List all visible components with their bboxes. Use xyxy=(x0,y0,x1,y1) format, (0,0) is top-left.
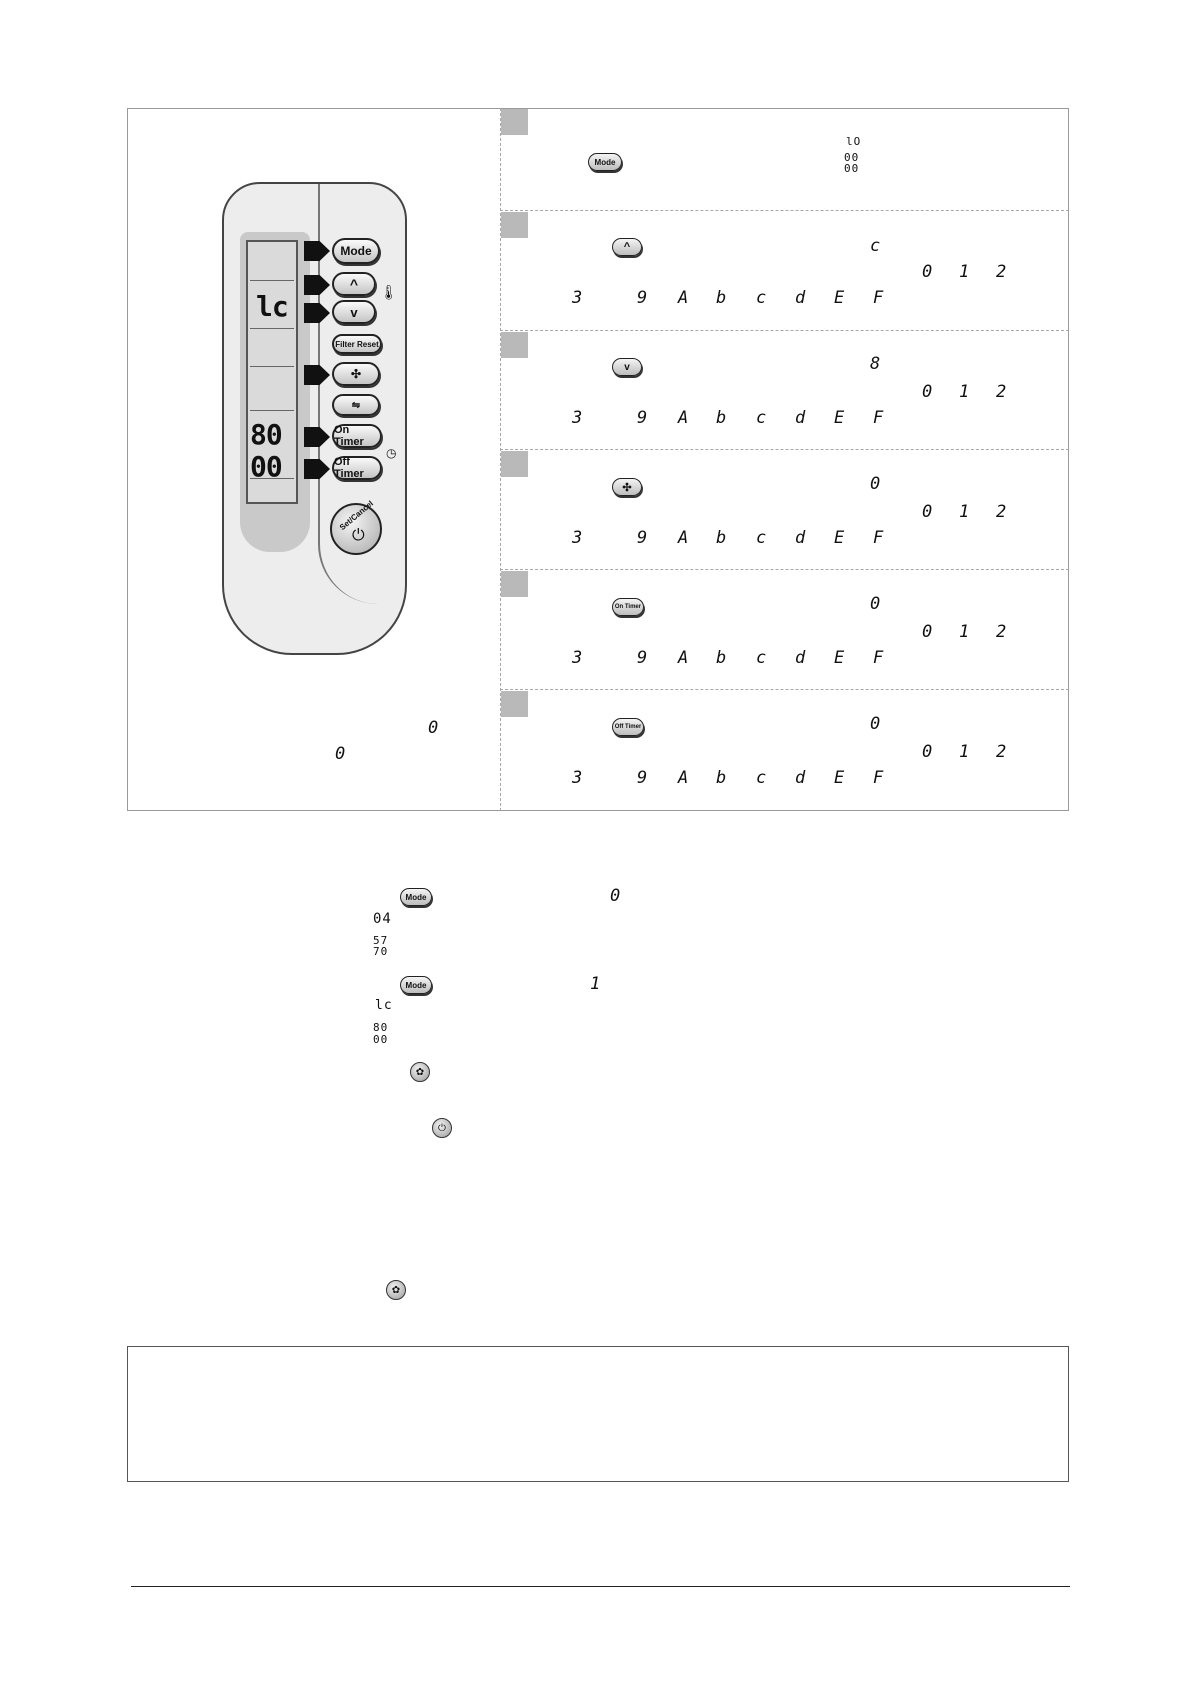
thermometer-icon: 🌡 xyxy=(380,284,398,300)
note-box xyxy=(127,1346,1069,1482)
code-option: 3 xyxy=(572,768,583,788)
lcd-divider xyxy=(250,280,294,281)
procedure-digit: 1 xyxy=(590,974,601,994)
lcd-divider xyxy=(250,366,294,367)
remote-off-timer-button[interactable]: Off Timer xyxy=(332,456,382,480)
code-option: F xyxy=(873,648,884,668)
code-option: 2 xyxy=(996,502,1007,522)
step-separator xyxy=(500,569,1069,570)
lcd-divider xyxy=(250,328,294,329)
step-display-value: 0 xyxy=(870,594,881,614)
step-display-value: lO xyxy=(846,135,862,148)
code-option: F xyxy=(873,768,884,788)
caption-digit: 0 xyxy=(428,718,439,738)
step-display-value: 00 xyxy=(844,162,860,175)
code-option: b xyxy=(716,408,727,428)
procedure-value: 57 xyxy=(373,934,389,947)
code-option: F xyxy=(873,288,884,308)
remote-on-timer-button[interactable]: On Timer xyxy=(332,424,382,448)
step-up-button-icon: ^ xyxy=(612,238,642,256)
code-option: E xyxy=(834,408,845,428)
step-off-timer-button-icon: Off Timer xyxy=(612,718,644,736)
footer-rule xyxy=(131,1586,1070,1587)
step-number-tab xyxy=(501,332,528,358)
procedure-digit: 0 xyxy=(610,886,621,906)
step-on-timer-button-icon: On Timer xyxy=(612,598,644,616)
code-option: 3 xyxy=(572,648,583,668)
code-option: 9 xyxy=(637,768,648,788)
code-option: c xyxy=(756,768,767,788)
lcd-row2-value: 00 xyxy=(250,450,282,483)
code-option: 0 xyxy=(922,502,933,522)
code-option: 1 xyxy=(959,622,970,642)
code-option: 2 xyxy=(996,622,1007,642)
lcd-row1-value: 80 xyxy=(250,418,282,451)
code-option: E xyxy=(834,768,845,788)
step-display-value: c xyxy=(870,236,881,256)
remote-swing-button[interactable]: ⇋ xyxy=(332,394,380,416)
step-number-tab xyxy=(501,571,528,597)
step-display-value: 0 xyxy=(870,474,881,494)
code-option: A xyxy=(678,768,689,788)
remote-down-button[interactable]: v xyxy=(332,300,376,324)
code-option: E xyxy=(834,648,845,668)
step-display-value: 8 xyxy=(870,354,881,374)
procedure-mode-button-icon: Mode xyxy=(400,976,432,994)
clock-icon: ◷ xyxy=(386,446,397,460)
procedure-value: 80 xyxy=(373,1021,389,1034)
code-option: c xyxy=(756,528,767,548)
code-option: E xyxy=(834,288,845,308)
code-option: F xyxy=(873,528,884,548)
lcd-divider xyxy=(250,410,294,411)
code-option: c xyxy=(756,408,767,428)
code-option: A xyxy=(678,288,689,308)
code-option: A xyxy=(678,648,689,668)
step-number-tab xyxy=(501,691,528,717)
code-option: b xyxy=(716,648,727,668)
code-option: 0 xyxy=(922,262,933,282)
code-option: 1 xyxy=(959,382,970,402)
caption-digit: 0 xyxy=(335,744,346,764)
code-option: 9 xyxy=(637,528,648,548)
code-option: F xyxy=(873,408,884,428)
procedure-value: lc xyxy=(375,998,393,1013)
step-display-value: 0 xyxy=(870,714,881,734)
remote-up-button[interactable]: ^ xyxy=(332,272,376,296)
power-button-icon: ⏻ xyxy=(432,1118,452,1138)
code-option: 0 xyxy=(922,382,933,402)
turbo-button-icon: ✿ xyxy=(410,1062,430,1082)
procedure-value: 04 xyxy=(373,911,392,927)
code-option: d xyxy=(795,528,806,548)
step-number-tab xyxy=(501,451,528,477)
code-option: 2 xyxy=(996,262,1007,282)
code-option: 9 xyxy=(637,408,648,428)
procedure-value: 70 xyxy=(373,945,389,958)
code-option: 1 xyxy=(959,502,970,522)
code-option: 9 xyxy=(637,288,648,308)
code-option: 9 xyxy=(637,648,648,668)
procedure-value: 00 xyxy=(373,1033,389,1046)
step-display-value: 00 xyxy=(844,151,860,164)
code-option: b xyxy=(716,768,727,788)
code-option: E xyxy=(834,528,845,548)
code-option: c xyxy=(756,288,767,308)
power-icon: ⏻ xyxy=(352,527,365,544)
code-option: c xyxy=(756,648,767,668)
code-option: 2 xyxy=(996,742,1007,762)
step-separator xyxy=(500,210,1069,211)
code-option: d xyxy=(795,408,806,428)
step-number-tab xyxy=(501,109,528,135)
code-option: d xyxy=(795,648,806,668)
remote-mode-button[interactable]: Mode xyxy=(332,238,380,264)
code-option: 0 xyxy=(922,622,933,642)
code-option: 2 xyxy=(996,382,1007,402)
step-down-button-icon: v xyxy=(612,358,642,376)
code-option: A xyxy=(678,408,689,428)
code-option: b xyxy=(716,528,727,548)
code-option: 0 xyxy=(922,742,933,762)
code-option: d xyxy=(795,288,806,308)
procedure-mode-button-icon: Mode xyxy=(400,888,432,906)
set-cancel-label: Set/Cancel xyxy=(337,498,376,533)
remote-filter-reset-button[interactable]: Filter Reset xyxy=(332,334,382,354)
lcd-top-value: lc xyxy=(256,290,288,323)
remote-fan-button[interactable]: ✣ xyxy=(332,362,380,386)
code-option: 3 xyxy=(572,288,583,308)
code-option: 1 xyxy=(959,262,970,282)
step-separator xyxy=(500,449,1069,450)
remote-set-cancel-button[interactable] xyxy=(330,498,382,555)
code-option: A xyxy=(678,528,689,548)
code-option: 3 xyxy=(572,408,583,428)
code-option: 3 xyxy=(572,528,583,548)
step-separator xyxy=(500,330,1069,331)
step-number-tab xyxy=(501,212,528,238)
step-fan-button-icon: ✣ xyxy=(612,478,642,496)
step-separator xyxy=(500,689,1069,690)
turbo-button-icon: ✿ xyxy=(386,1280,406,1300)
code-option: b xyxy=(716,288,727,308)
code-option: 1 xyxy=(959,742,970,762)
step-mode-button-icon: Mode xyxy=(588,153,622,171)
code-option: d xyxy=(795,768,806,788)
